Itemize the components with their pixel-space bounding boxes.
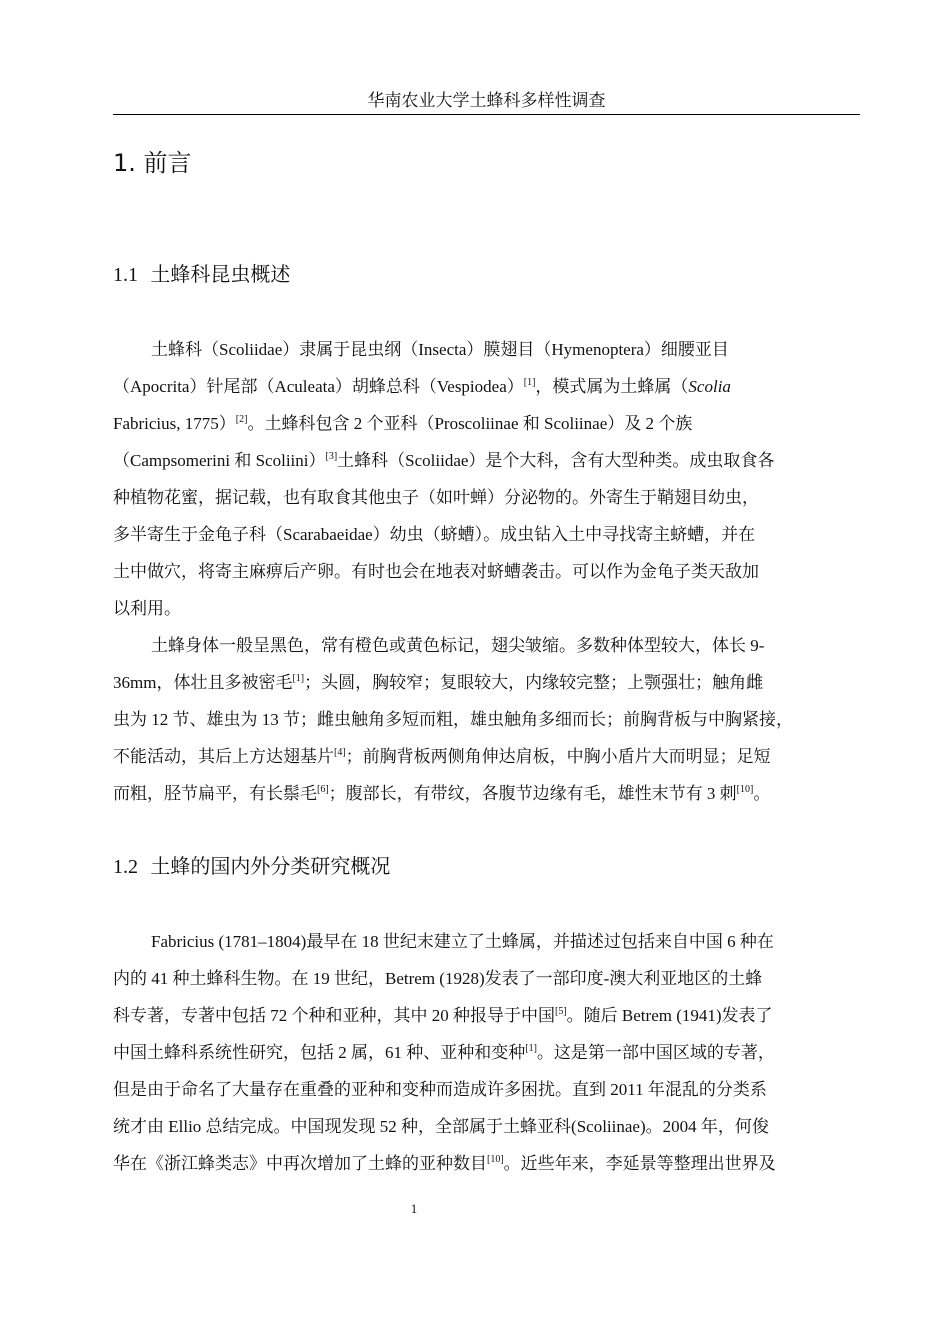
paragraph-line: 不能活动，其后上方达翅基片[4]；前胸背板两侧角伸达肩板，中胸小盾片大而明显；足短 (113, 747, 771, 766)
citation-ref: [1] (292, 673, 305, 684)
citation-ref: [2] (235, 414, 248, 425)
paragraph-line: （Apocrita）针尾部（Aculeata）胡蜂总科（Vespiodea）[1]，模式属为土蜂属（Scolia (113, 377, 731, 396)
italic-genus: Scolia (688, 377, 731, 396)
paragraph-line: 科专著，专著中包括 72 个种和亚种，其中 20 种报导于中国[5]。随后 Betrem (1941)发表了 (113, 1006, 773, 1025)
section-title: 前言 (143, 149, 192, 177)
section-title: 土蜂的国内外分类研究概况 (150, 854, 391, 878)
section-heading-1-2 (113, 851, 390, 882)
paragraph-line: 华在《浙江蜂类志》中再次增加了土蜂的亚种数目[10]。近些年来，李延景等整理出世界及 (113, 1154, 776, 1173)
paragraph-line: 多半寄生于金龟子科（Scarabaeidae）幼虫（蛴螬）。成虫钻入土中寻找寄主蛴螬，并在 (113, 525, 756, 544)
citation-ref: [1] (525, 1043, 537, 1054)
paragraph-line: 36mm，体壮且多被密毛[1]；头圆，胸较窄；复眼较大，内缘较完整；上颚强壮；触角雌 (113, 673, 764, 692)
running-header: 华南农业大学土蜂科多样性调查 (113, 90, 860, 115)
citation-ref: [4] (334, 747, 346, 758)
paragraph-line: 而粗，胫节扁平，有长鬃毛[6]；腹部长，有带纹，各腹节边缘有毛，雄性末节有 3 刺[10]。 (113, 784, 771, 803)
citation-ref: [1] (523, 377, 536, 388)
citation-ref: [10] (487, 1154, 504, 1165)
paragraph-line: 内的 41 种土蜂科生物。在 19 世纪，Betrem (1928)发表了一部印度-澳大利亚地区的土蜂 (113, 969, 763, 988)
citation-ref: [6] (317, 784, 329, 795)
page-number: 1 (410, 1201, 418, 1216)
paragraph-line: 虫为 12 节、雄虫为 13 节；雌虫触角多短而粗，雄虫触角多细而长；前胸背板与中胸紧接， (113, 710, 793, 729)
paragraph-line: 种植物花蜜，据记载，也有取食其他虫子（如叶蝉）分泌物的。外寄生于鞘翅目幼虫， (113, 488, 759, 507)
citation-ref: [5] (555, 1006, 567, 1017)
section-title: 土蜂科昆虫概述 (150, 262, 291, 286)
paragraph-line: 土中做穴，将寄主麻痹后产卵。有时也会在地表对蛴螬袭击。可以作为金龟子类天敌加 (113, 562, 759, 581)
paragraph-line: Fabricius (1781–1804)最早在 18 世纪末建立了土蜂属，并描述过包括来自中国 6 种在 (151, 932, 774, 951)
paragraph-line: 土蜂身体一般呈黑色，常有橙色或黄色标记，翅尖皱缩。多数种体型较大，体长 9- (151, 636, 765, 655)
citation-ref: [10] (736, 784, 754, 795)
citation-ref: [3] (325, 451, 338, 462)
paragraph-line: Fabricius, 1775）[2]。土蜂科包含 2 个亚科（Proscoliinae 和 Scoliinae）及 2 个族 (113, 414, 693, 433)
section-number: 1. (113, 149, 136, 177)
paragraph-line: 土蜂科（Scoliidae）隶属于昆虫纲（Insecta）膜翅目（Hymenoptera）细腰亚目 (151, 340, 729, 359)
section-number: 1.1 (113, 264, 138, 286)
paragraph-line: 统才由 Ellio 总结完成。中国现发现 52 种，全部属于土蜂亚科(Scoliinae)。2004 年，何俊 (113, 1117, 769, 1136)
paragraph-line: （Campsomerini 和 Scoliini）[3]土蜂科（Scoliidae）是个大科，含有大型种类。成虫取食各 (113, 451, 775, 470)
paragraph-line: 中国土蜂科系统性研究，包括 2 属，61 种、亚种和变种[1]。这是第一部中国区域的专著， (113, 1043, 775, 1062)
section-heading-1-1 (113, 259, 290, 290)
paragraph-line: 以利用。 (113, 599, 181, 618)
paragraph-line: 但是由于命名了大量存在重叠的亚种和变种而造成许多困扰。直到 2011 年混乱的分类系 (113, 1080, 767, 1099)
section-number: 1.2 (113, 856, 138, 878)
section-heading-1 (113, 146, 192, 180)
